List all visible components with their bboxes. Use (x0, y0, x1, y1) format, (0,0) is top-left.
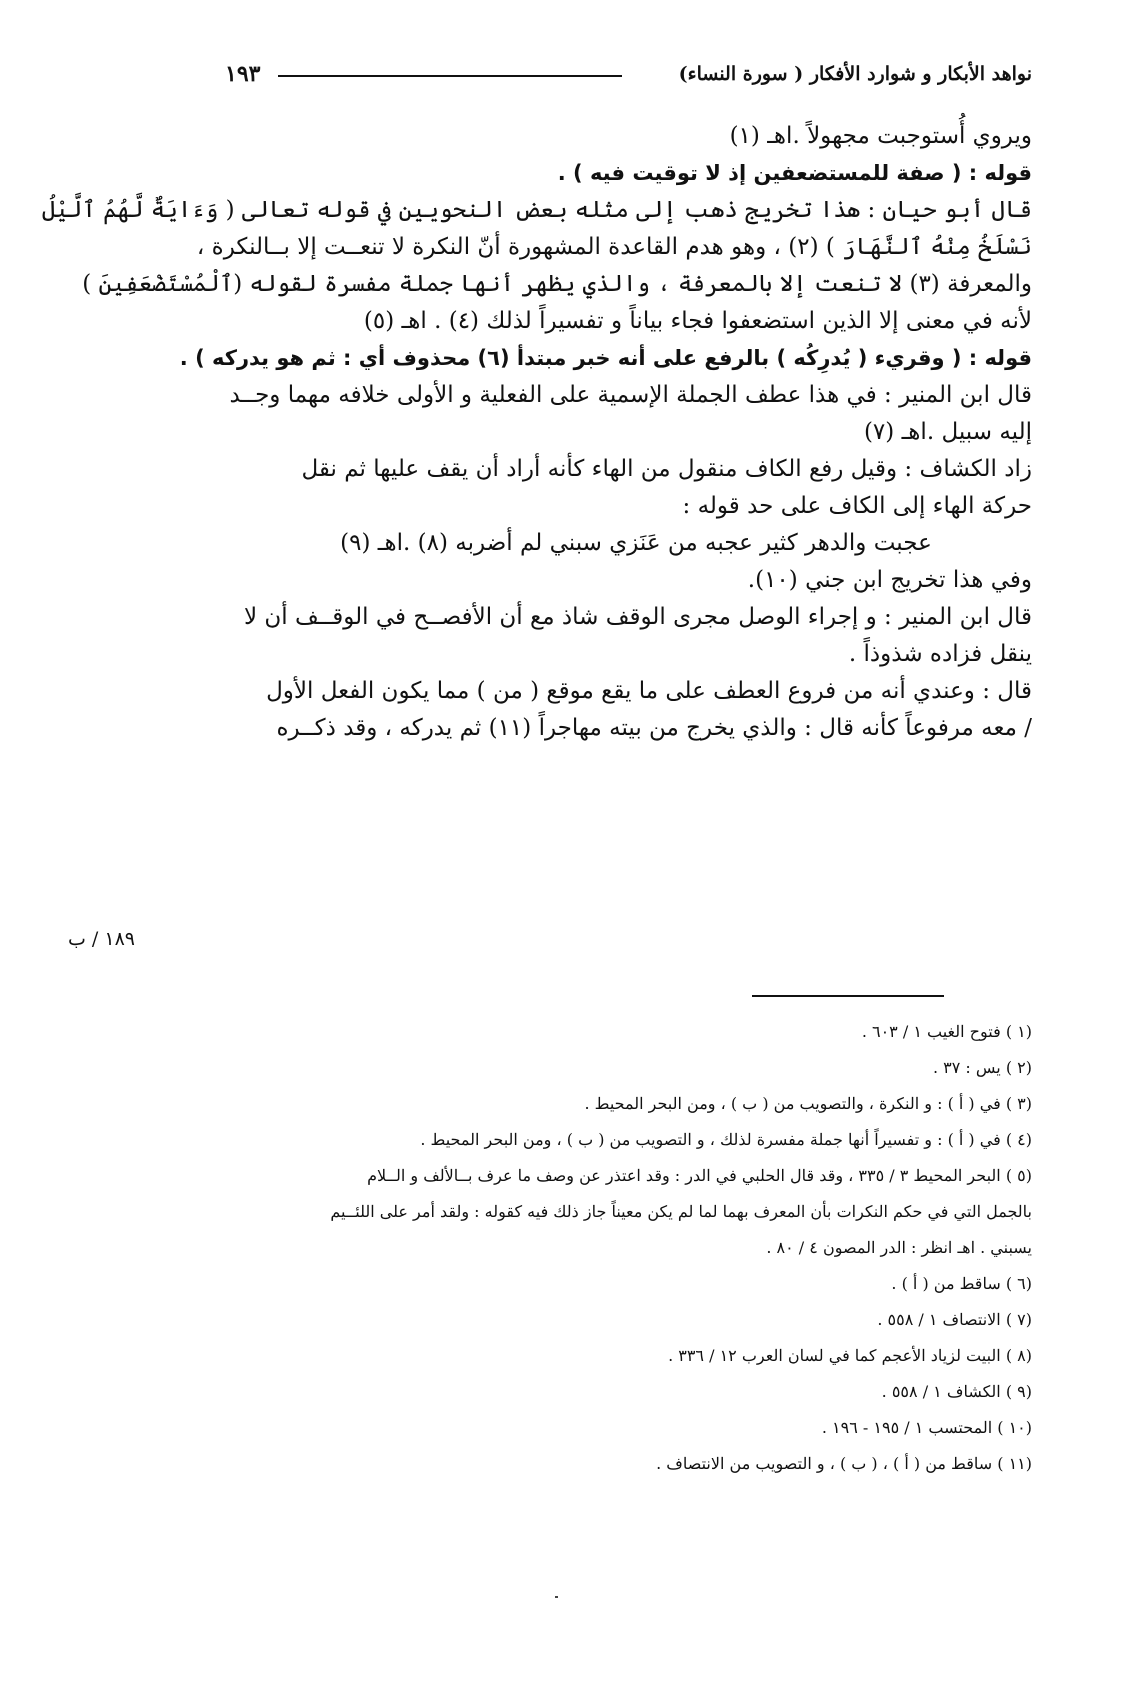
header-rule (278, 75, 622, 77)
verse-line: عجبت والدهر كثير عجبه من عَنَزي سبني لم أضربه (٨) .اهـ (٩) (340, 530, 932, 556)
scan-speck (555, 1596, 558, 1598)
text-line: ينقل فزاده شذوذاً . (848, 641, 1032, 667)
text-line: حركة الهاء إلى الكاف على حد قوله : (682, 493, 1032, 519)
main-text (41, 118, 1032, 747)
text-line: قال ابن المنير : و إجراء الوصل مجرى الوقف شاذ مع أن الأفصــح في الوقــف أن لا (243, 604, 1032, 630)
text-line: قوله : ( صفة للمستضعفين إذ لا توقيت فيه ) . (557, 161, 1032, 185)
text-line: / معه مرفوعاً كأنه قال : والذي يخرج من بيته مهاجراً (١١) ثم يدركه ، وقد ذكــره (276, 715, 1032, 741)
page-number: ١٩٣ (225, 61, 261, 87)
footnote: يسبني . اهـ انظر : الدر المصون ٤ / ٨٠ . (766, 1238, 1032, 1257)
text-line: لأنه في معنى إلا الذين استضعفوا فجاء بياناً و تفسيراً لذلك (٤) . اهـ (٥) (363, 308, 1032, 334)
text-line: وفي هذا تخريج ابن جني (١٠). (747, 567, 1032, 593)
footnote: (٣ ) في ( أ ) : و النكرة ، والتصويب من ( ب ) ، ومن البحر المحيط . (584, 1094, 1032, 1113)
text-line: قوله : ( وقريء ( يُدرِكُه ) بالرفع على أنه خبر مبتدأ (٦) محذوف أي : ثم هو يدركه ) . (179, 346, 1032, 370)
footnote: (٦ ) ساقط من ( أ ) . (891, 1274, 1032, 1293)
text-line: قال : وعندي أنه من فروع العطف على ما يقع موقع ( من ) مما يكون الفعل الأول (266, 678, 1032, 704)
footnote: (٩ ) الكشاف ١ / ٥٥٨ . (881, 1382, 1032, 1401)
text-line: زاد الكشاف : وقيل رفع الكاف منقول من الهاء كأنه أراد أن يقف عليها ثم نقل (301, 456, 1032, 482)
footnote: (٧ ) الانتصاف ١ / ٥٥٨ . (877, 1310, 1032, 1329)
running-title: نواهد الأبكار و شوارد الأفكار ( سورة النساء) (678, 63, 1032, 85)
text-line: إليه سبيل .اهـ (٧) (863, 419, 1032, 445)
text-line: نَسْلَخُ مِنْهُ ٱلنَّهَارَ ) (٢) ، وهو هدم القاعدة المشهورة أنّ النكرة لا تنعــت إلا بــالنكرة ، (196, 234, 1032, 260)
text-line: قال أبو حيان : هذا تخريج ذهب إلى مثله بعض النحويين في قوله تعالى ( وَءَايَةٌ لَّهُمُ ٱلَّيْلُ (41, 197, 1032, 223)
text-line: قال ابن المنير : في هذا عطف الجملة الإسمية على الفعلية و الأولى خلافه مهما وجــد (229, 382, 1032, 408)
text-line: والمعرفة (٣) لا تنعت إلا بالمعرفة ، والذي يظهر أنها جملة مفسرة لقوله (ٱلْمُسْتَضْعَفِينَ ) (82, 271, 1032, 297)
footnote: (٥ ) البحر المحيط ٣ / ٣٣٥ ، وقد قال الحلبي في الدر : وقد اعتذر عن وصف ما عرف بــالألف و الــلام (367, 1166, 1032, 1185)
footnote: (١٠ ) المحتسب ١ / ١٩٥ - ١٩٦ . (821, 1418, 1032, 1437)
footnotes (210, 1014, 1032, 1482)
footnote: (٤ ) في ( أ ) : و تفسيراً أنها جملة مفسرة لذلك ، و التصويب من ( ب ) ، ومن البحر المحيط . (420, 1130, 1032, 1149)
footnote: (٢ ) يس : ٣٧ . (932, 1058, 1032, 1077)
footnote: (١١ ) ساقط من ( أ ) ، ( ب ) ، و التصويب من الانتصاف . (656, 1454, 1032, 1473)
running-header (220, 55, 1032, 95)
manuscript-folio-note: ١٨٩ / ب (68, 928, 135, 950)
footnote: بالجمل التي في حكم النكرات بأن المعرف بهما لما لم يكن معيناً جاز ذلك فيه كقوله : ولقد أمر على اللئــيم (330, 1202, 1032, 1221)
footnote: (١ ) فتوح الغيب ١ / ٦٠٣ . (861, 1022, 1032, 1041)
footnote-separator (752, 995, 944, 997)
footnote: (٨ ) البيت لزياد الأعجم كما في لسان العرب ١٢ / ٣٣٦ . (668, 1346, 1032, 1365)
text-line: ويروي أُستوجبت مجهولاً .اهـ (١) (729, 123, 1032, 149)
